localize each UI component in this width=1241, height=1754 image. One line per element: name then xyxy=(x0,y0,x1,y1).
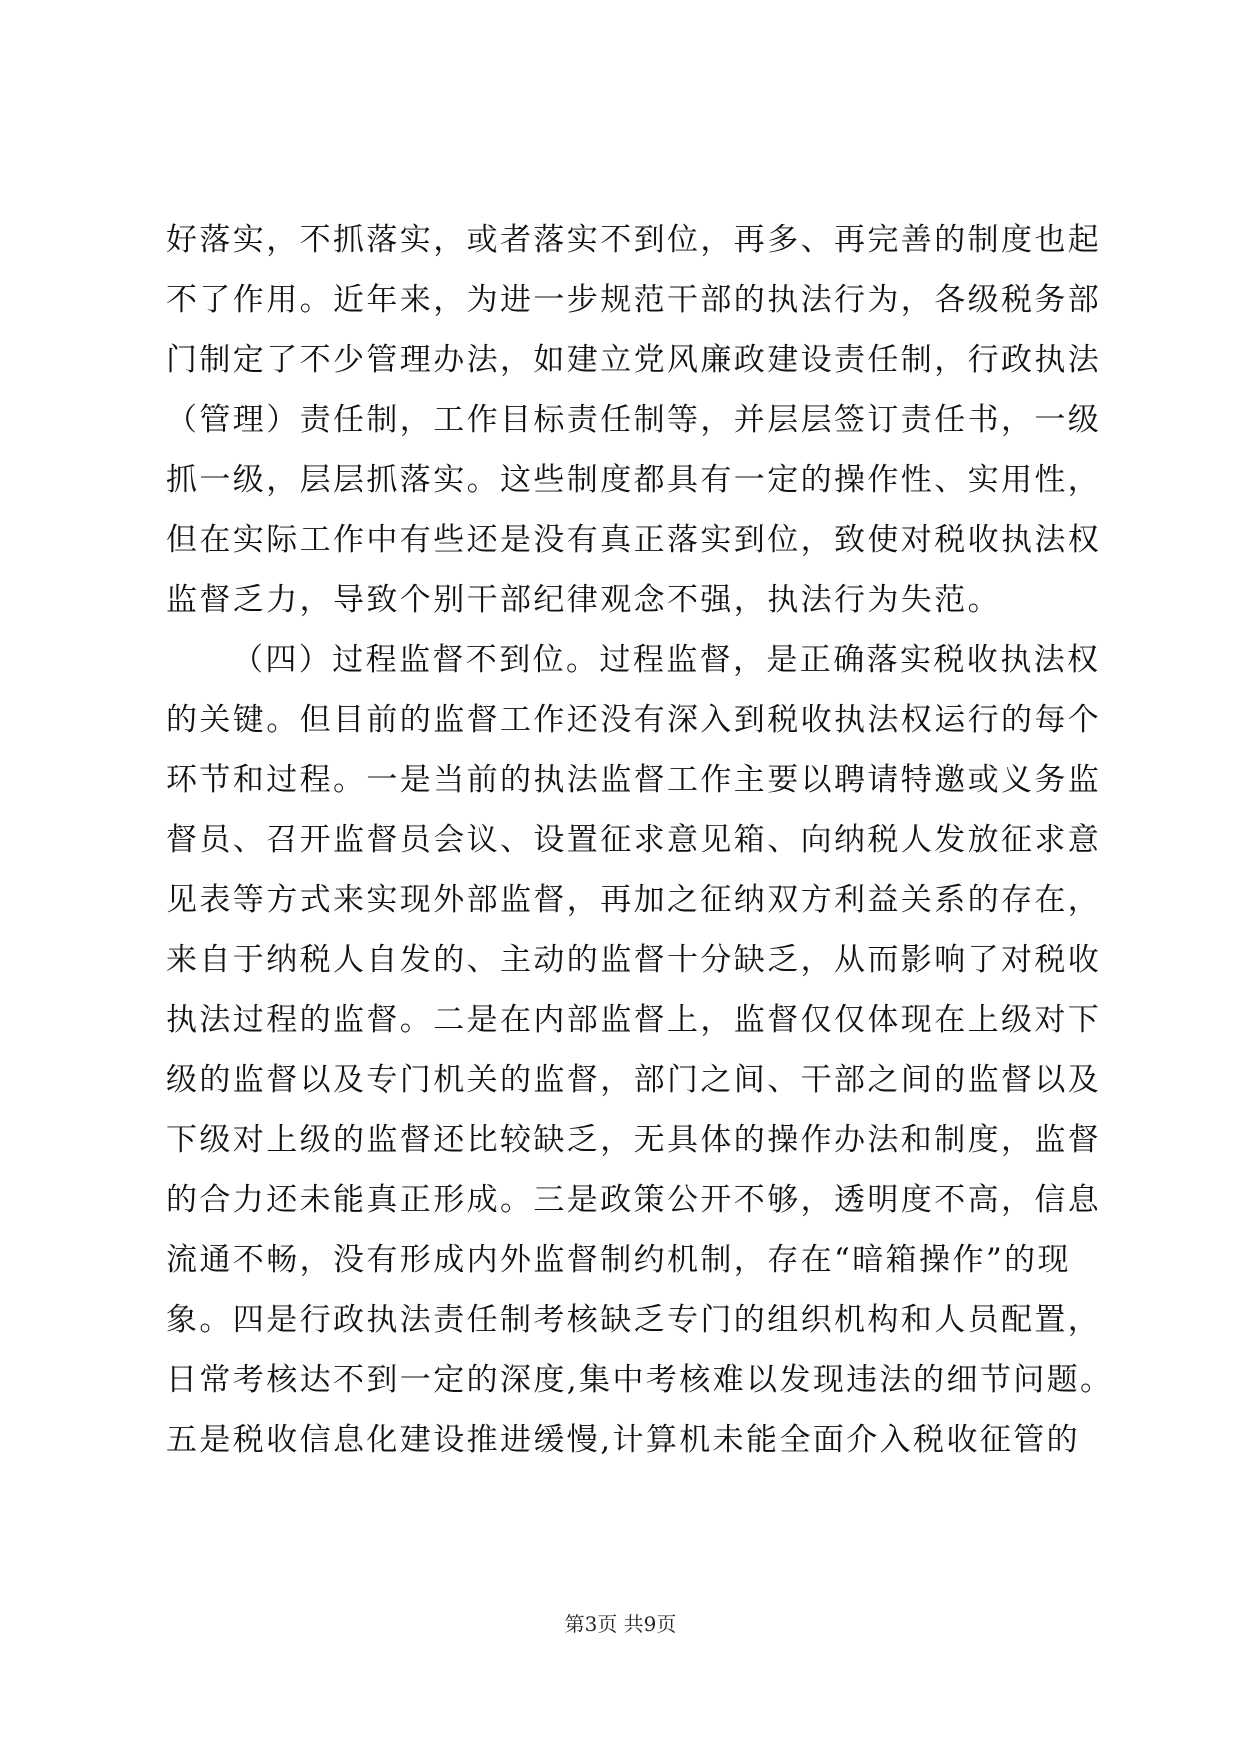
body-line-16: 下级对上级的监督还比较缺乏，无具体的操作办法和制度，监督 xyxy=(166,1122,1102,1158)
body-line-2: 不了作用。近年来，为进一步规范干部的执法行为，各级税务部 xyxy=(166,282,1102,318)
body-line-17: 的合力还未能真正形成。三是政策公开不够，透明度不高，信息 xyxy=(166,1182,1102,1218)
body-line-7: 监督乏力，导致个别干部纪律观念不强，执法行为失范。 xyxy=(166,582,1001,618)
body-line-6: 但在实际工作中有些还是没有真正落实到位，致使对税收执法权 xyxy=(166,522,1102,558)
paragraph-start-line: （四）过程监督不到位。过程监督，是正确落实税收执法权 xyxy=(232,642,1101,678)
body-line-1: 好落实，不抓落实，或者落实不到位，再多、再完善的制度也起 xyxy=(166,222,1102,258)
body-line-9: 的关键。但目前的监督工作还没有深入到税收执法权运行的每个 xyxy=(166,702,1102,738)
body-line-19: 象。四是行政执法责任制考核缺乏专门的组织机构和人员配置， xyxy=(166,1302,1102,1338)
body-line-11: 督员、召开监督员会议、设置征求意见箱、向纳税人发放征求意 xyxy=(166,822,1102,858)
body-line-21: 五是税收信息化建设推进缓慢,计算机未能全面介入税收征管的 xyxy=(166,1422,1081,1458)
body-line-15: 级的监督以及专门机关的监督，部门之间、干部之间的监督以及 xyxy=(166,1062,1102,1098)
body-line-20: 日常考核达不到一定的深度,集中考核难以发现违法的细节问题。 xyxy=(166,1362,1114,1398)
body-line-10: 环节和过程。一是当前的执法监督工作主要以聘请特邀或义务监 xyxy=(166,762,1102,798)
body-line-12: 见表等方式来实现外部监督，再加之征纳双方利益关系的存在， xyxy=(166,882,1102,918)
body-line-18: 流通不畅，没有形成内外监督制约机制，存在“暗箱操作”的现 xyxy=(166,1242,1071,1278)
page-footer: 第3页 共9页 xyxy=(564,1612,677,1636)
body-line-5: 抓一级，层层抓落实。这些制度都具有一定的操作性、实用性， xyxy=(166,462,1102,498)
body-line-3: 门制定了不少管理办法，如建立党风廉政建设责任制，行政执法 xyxy=(166,342,1102,378)
body-line-13: 来自于纳税人自发的、主动的监督十分缺乏，从而影响了对税收 xyxy=(166,942,1102,978)
body-line-4: （管理）责任制，工作目标责任制等，并层层签订责任书，一级 xyxy=(166,402,1102,438)
body-line-14: 执法过程的监督。二是在内部监督上，监督仅仅体现在上级对下 xyxy=(166,1002,1102,1038)
